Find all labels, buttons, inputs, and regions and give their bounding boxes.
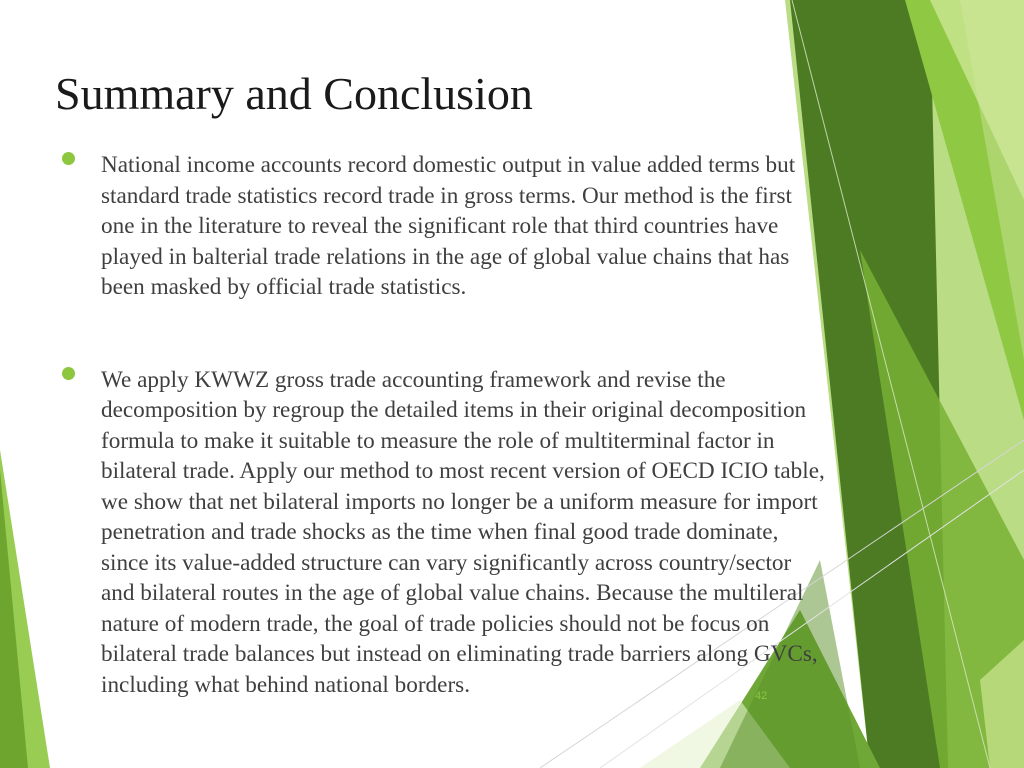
bullet-text-line: We apply KWWZ gross trade accounting framework and revise the xyxy=(101,366,726,393)
bullet-text-line: we show that net bilateral imports no longer be a uniform measure for import xyxy=(101,488,818,515)
bullet-list xyxy=(62,150,992,700)
bullet-dot-icon xyxy=(62,367,75,380)
bullet-text-line: been masked by official trade statistics. xyxy=(101,274,467,300)
bullet-text-line: bilateral trade. Apply our method to most recent version of OECD ICIO table, xyxy=(101,458,825,484)
bullet-text-line: decomposition by regroup the detailed items in their original decomposition xyxy=(101,397,807,423)
bullet-text-line: bilateral trade balances but instead on eliminating trade barriers along GVCs, xyxy=(101,641,818,667)
bullet-text-line: one in the literature to reveal the significant role that third countries have xyxy=(101,213,779,239)
slide-page-number: 42 xyxy=(755,690,768,702)
slide-title: Summary and Conclusion xyxy=(55,68,533,119)
bullet-text-line: since its value-added structure can vary significantly across country/sector xyxy=(101,549,792,576)
bullet-text-line: including what behind national borders. xyxy=(101,671,470,698)
bullet-text-line: formula to make it suitable to measure the role of multiterminal factor in xyxy=(101,427,775,454)
bullet-item xyxy=(62,365,992,701)
bullet-text-line: nature of modern trade, the goal of trade policies should not be focus on xyxy=(101,610,770,637)
bullet-text-line: played in balterial trade relations in the age of global value chains that has xyxy=(101,243,790,270)
bullet-text-line: National income accounts record domestic output in value added terms but xyxy=(101,152,796,178)
bullet-text-line: and bilateral routes in the age of global value chains. Because the multileral xyxy=(101,580,804,606)
bullet-text-line: standard trade statistics record trade in gross terms. Our method is the first xyxy=(101,182,792,209)
bullet-item xyxy=(62,150,992,303)
bullet-text-line: penetration and trade shocks as the time when final good trade dominate, xyxy=(101,519,779,545)
bullet-dot-icon xyxy=(62,152,75,165)
